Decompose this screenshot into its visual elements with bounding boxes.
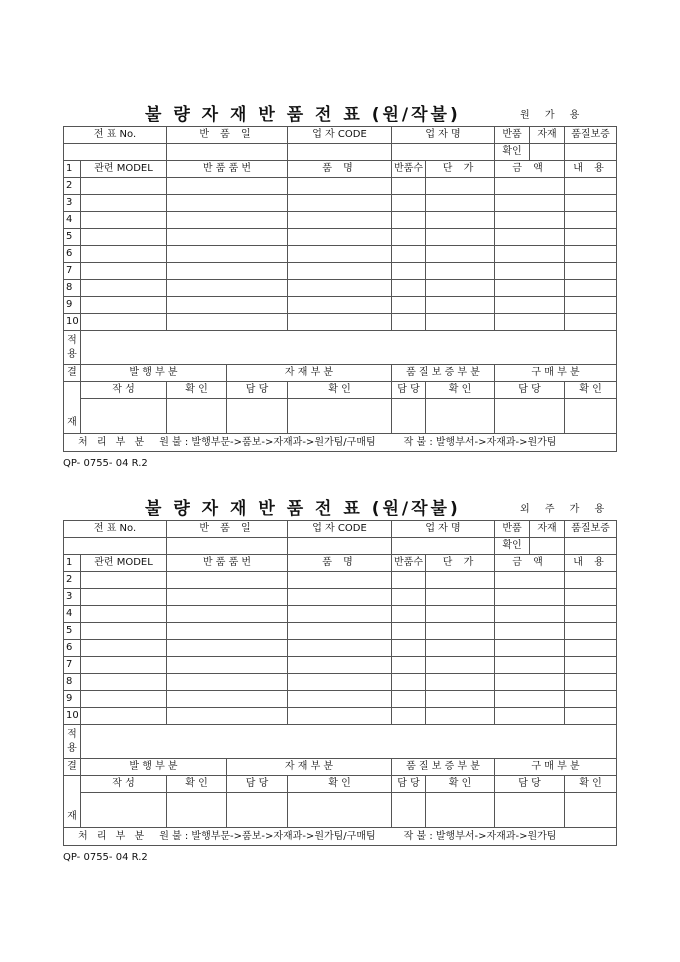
table-row bbox=[64, 623, 617, 640]
unit-price-cell[interactable] bbox=[426, 178, 495, 195]
qty-cell[interactable] bbox=[392, 708, 426, 725]
model-cell[interactable] bbox=[81, 623, 167, 640]
qty-cell[interactable] bbox=[392, 178, 426, 195]
part-name-cell[interactable] bbox=[288, 589, 392, 606]
qa-label: 품질보증 bbox=[565, 521, 617, 538]
table-row bbox=[64, 708, 617, 725]
amount-cell[interactable] bbox=[495, 297, 565, 314]
amount-cell[interactable] bbox=[495, 657, 565, 674]
signature-box[interactable] bbox=[227, 793, 288, 828]
approval-label-top: 결 bbox=[64, 759, 81, 776]
content-header: 내 용 bbox=[565, 161, 617, 178]
model-cell[interactable] bbox=[81, 640, 167, 657]
amount-cell[interactable] bbox=[495, 623, 565, 640]
unit-price-cell[interactable] bbox=[426, 280, 495, 297]
unit-price-cell[interactable] bbox=[426, 246, 495, 263]
table-row bbox=[64, 280, 617, 297]
signature-box[interactable] bbox=[392, 793, 426, 828]
remarks-field[interactable] bbox=[81, 331, 617, 365]
return-confirm-label-2: 확인 bbox=[495, 538, 530, 555]
content-cell[interactable] bbox=[565, 606, 617, 623]
qa-charge-label: 담 당 bbox=[392, 776, 426, 793]
part-no-cell[interactable] bbox=[167, 606, 288, 623]
voucher-table bbox=[63, 520, 617, 846]
part-name-cell[interactable] bbox=[288, 280, 392, 297]
row-number: 10 bbox=[64, 708, 81, 725]
unit-price-header: 단 가 bbox=[426, 555, 495, 572]
row-number: 3 bbox=[64, 195, 81, 212]
issuing-dept-label: 발 행 부 분 bbox=[81, 759, 227, 776]
work-defect-route: 작 불 : 발행부서->자재과->원가팀 bbox=[403, 830, 557, 842]
remarks-field[interactable] bbox=[81, 725, 617, 759]
qa-charge-label: 담 당 bbox=[392, 382, 426, 399]
amount-cell[interactable] bbox=[495, 606, 565, 623]
raw-defect-route: 원 불 : 발행부문->품보->자재과->원가팀/구매팀 bbox=[159, 436, 376, 448]
vendor-code-field[interactable] bbox=[288, 538, 392, 555]
table-row bbox=[64, 572, 617, 589]
unit-price-cell[interactable] bbox=[426, 623, 495, 640]
qty-cell[interactable] bbox=[392, 314, 426, 331]
table-row bbox=[64, 195, 617, 212]
row-number: 1 bbox=[64, 161, 81, 178]
vendor-code-label: 업 자 CODE bbox=[288, 521, 392, 538]
row-number: 5 bbox=[64, 623, 81, 640]
processing-label: 처 리 부 분 bbox=[78, 830, 148, 842]
table-row bbox=[64, 212, 617, 229]
part-name-cell[interactable] bbox=[288, 263, 392, 280]
material-sign-field[interactable] bbox=[530, 144, 565, 161]
part-no-cell[interactable] bbox=[167, 280, 288, 297]
part-no-cell[interactable] bbox=[167, 263, 288, 280]
qty-cell[interactable] bbox=[392, 280, 426, 297]
content-cell[interactable] bbox=[565, 195, 617, 212]
part-name-cell[interactable] bbox=[288, 606, 392, 623]
unit-price-cell[interactable] bbox=[426, 606, 495, 623]
part-name-cell[interactable] bbox=[288, 640, 392, 657]
part-name-cell[interactable] bbox=[288, 708, 392, 725]
part-no-cell[interactable] bbox=[167, 195, 288, 212]
purchase-dept-label: 구 매 부 분 bbox=[495, 759, 617, 776]
model-cell[interactable] bbox=[81, 178, 167, 195]
model-cell[interactable] bbox=[81, 708, 167, 725]
row-number: 9 bbox=[64, 691, 81, 708]
part-no-cell[interactable] bbox=[167, 691, 288, 708]
unit-price-cell[interactable] bbox=[426, 572, 495, 589]
part-no-header: 반 품 품 번 bbox=[167, 161, 288, 178]
model-header: 관련 MODEL bbox=[81, 161, 167, 178]
unit-price-cell[interactable] bbox=[426, 263, 495, 280]
part-no-cell[interactable] bbox=[167, 314, 288, 331]
table-row bbox=[64, 314, 617, 331]
part-name-header: 품 명 bbox=[288, 161, 392, 178]
part-name-cell[interactable] bbox=[288, 229, 392, 246]
content-cell[interactable] bbox=[565, 708, 617, 725]
row-number: 10 bbox=[64, 314, 81, 331]
signature-box[interactable] bbox=[167, 793, 227, 828]
row-number: 6 bbox=[64, 640, 81, 657]
part-no-cell[interactable] bbox=[167, 589, 288, 606]
processing-label: 처 리 부 분 bbox=[78, 436, 148, 448]
signature-box[interactable] bbox=[426, 793, 495, 828]
qa-sign-field[interactable] bbox=[565, 538, 617, 555]
vendor-name-label: 업 자 명 bbox=[392, 127, 495, 144]
signature-box[interactable] bbox=[81, 399, 167, 434]
material-charge-label: 담 당 bbox=[227, 382, 288, 399]
processing-route bbox=[64, 828, 617, 846]
purchase-confirm-label: 확 인 bbox=[565, 382, 617, 399]
voucher-no-label: 전 표 No. bbox=[64, 521, 167, 538]
table-row bbox=[64, 606, 617, 623]
vendor-name-label: 업 자 명 bbox=[392, 521, 495, 538]
model-cell[interactable] bbox=[81, 606, 167, 623]
amount-cell[interactable] bbox=[495, 229, 565, 246]
vendor-name-field[interactable] bbox=[392, 144, 495, 161]
part-name-cell[interactable] bbox=[288, 246, 392, 263]
amount-cell[interactable] bbox=[495, 280, 565, 297]
part-name-cell[interactable] bbox=[288, 657, 392, 674]
remarks-label: 적 용 bbox=[64, 725, 81, 759]
approval-label-bottom: 재 bbox=[64, 776, 81, 828]
work-defect-route: 작 불 : 발행부서->자재과->원가팀 bbox=[403, 436, 557, 448]
usage-label: 외 주 가 용 bbox=[520, 504, 611, 515]
purchase-dept-label: 구 매 부 분 bbox=[495, 365, 617, 382]
voucher-no-field[interactable] bbox=[64, 144, 167, 161]
return-confirm-label: 반품 bbox=[495, 521, 530, 538]
part-name-cell[interactable] bbox=[288, 195, 392, 212]
amount-cell[interactable] bbox=[495, 691, 565, 708]
signature-box[interactable] bbox=[495, 399, 565, 434]
signature-box[interactable] bbox=[167, 399, 227, 434]
signature-box[interactable] bbox=[392, 399, 426, 434]
unit-price-cell[interactable] bbox=[426, 674, 495, 691]
return-date-field[interactable] bbox=[167, 538, 288, 555]
qty-cell[interactable] bbox=[392, 297, 426, 314]
qty-cell[interactable] bbox=[392, 640, 426, 657]
content-cell[interactable] bbox=[565, 297, 617, 314]
content-cell[interactable] bbox=[565, 212, 617, 229]
table-row bbox=[64, 229, 617, 246]
table-row bbox=[64, 674, 617, 691]
model-cell[interactable] bbox=[81, 674, 167, 691]
part-name-cell[interactable] bbox=[288, 297, 392, 314]
row-number: 3 bbox=[64, 589, 81, 606]
material-dept-label: 자 재 부 분 bbox=[227, 759, 392, 776]
part-name-cell[interactable] bbox=[288, 623, 392, 640]
return-confirm-label-2: 확인 bbox=[495, 144, 530, 161]
signature-box[interactable] bbox=[288, 793, 392, 828]
qty-cell[interactable] bbox=[392, 674, 426, 691]
qty-cell[interactable] bbox=[392, 623, 426, 640]
unit-price-cell[interactable] bbox=[426, 212, 495, 229]
table-row bbox=[64, 640, 617, 657]
table-row bbox=[64, 178, 617, 195]
voucher-table bbox=[63, 126, 617, 452]
amount-cell[interactable] bbox=[495, 640, 565, 657]
part-no-cell[interactable] bbox=[167, 212, 288, 229]
remarks-label: 적 용 bbox=[64, 331, 81, 365]
content-cell[interactable] bbox=[565, 280, 617, 297]
amount-cell[interactable] bbox=[495, 674, 565, 691]
model-cell[interactable] bbox=[81, 297, 167, 314]
signature-box[interactable] bbox=[565, 399, 617, 434]
issuing-write-label: 작 성 bbox=[81, 776, 167, 793]
model-cell[interactable] bbox=[81, 195, 167, 212]
content-cell[interactable] bbox=[565, 229, 617, 246]
usage-label: 원 가 용 bbox=[520, 110, 586, 121]
signature-box[interactable] bbox=[495, 793, 565, 828]
qty-header: 반품수 bbox=[392, 555, 426, 572]
material-label: 자재 bbox=[530, 521, 565, 538]
model-cell[interactable] bbox=[81, 280, 167, 297]
content-cell[interactable] bbox=[565, 623, 617, 640]
part-no-cell[interactable] bbox=[167, 178, 288, 195]
amount-cell[interactable] bbox=[495, 178, 565, 195]
part-name-cell[interactable] bbox=[288, 572, 392, 589]
row-number: 5 bbox=[64, 229, 81, 246]
qty-cell[interactable] bbox=[392, 212, 426, 229]
amount-cell[interactable] bbox=[495, 708, 565, 725]
return-date-label: 반 품 일 bbox=[167, 521, 288, 538]
content-cell[interactable] bbox=[565, 246, 617, 263]
table-row bbox=[64, 297, 617, 314]
unit-price-cell[interactable] bbox=[426, 708, 495, 725]
amount-cell[interactable] bbox=[495, 212, 565, 229]
material-dept-label: 자 재 부 분 bbox=[227, 365, 392, 382]
return-confirm-label: 반품 bbox=[495, 127, 530, 144]
content-cell[interactable] bbox=[565, 674, 617, 691]
signature-box[interactable] bbox=[288, 399, 392, 434]
issuing-write-label: 작 성 bbox=[81, 382, 167, 399]
issuing-confirm-label: 확 인 bbox=[167, 382, 227, 399]
model-cell[interactable] bbox=[81, 589, 167, 606]
model-cell[interactable] bbox=[81, 572, 167, 589]
material-label: 자재 bbox=[530, 127, 565, 144]
content-header: 내 용 bbox=[565, 555, 617, 572]
content-cell[interactable] bbox=[565, 640, 617, 657]
unit-price-header: 단 가 bbox=[426, 161, 495, 178]
row-number: 4 bbox=[64, 606, 81, 623]
signature-box[interactable] bbox=[227, 399, 288, 434]
form-code: QP- 0755- 04 R.2 bbox=[63, 458, 148, 469]
signature-box[interactable] bbox=[81, 793, 167, 828]
unit-price-cell[interactable] bbox=[426, 691, 495, 708]
row-number: 6 bbox=[64, 246, 81, 263]
row-number: 2 bbox=[64, 572, 81, 589]
issuing-dept-label: 발 행 부 분 bbox=[81, 365, 227, 382]
table-row bbox=[64, 657, 617, 674]
purchase-charge-label: 담 당 bbox=[495, 776, 565, 793]
qty-cell[interactable] bbox=[392, 572, 426, 589]
qty-cell[interactable] bbox=[392, 606, 426, 623]
return-date-field[interactable] bbox=[167, 144, 288, 161]
qa-confirm-label: 확 인 bbox=[426, 776, 495, 793]
vendor-code-label: 업 자 CODE bbox=[288, 127, 392, 144]
qa-sign-field[interactable] bbox=[565, 144, 617, 161]
part-no-cell[interactable] bbox=[167, 297, 288, 314]
qty-cell[interactable] bbox=[392, 657, 426, 674]
qty-cell[interactable] bbox=[392, 229, 426, 246]
row-number: 1 bbox=[64, 555, 81, 572]
processing-route bbox=[64, 434, 617, 452]
part-no-cell[interactable] bbox=[167, 246, 288, 263]
form-title: 불 량 자 재 반 품 전 표 (원/작불) bbox=[145, 499, 461, 519]
issuing-confirm-label: 확 인 bbox=[167, 776, 227, 793]
signature-box[interactable] bbox=[565, 793, 617, 828]
column-header-row bbox=[64, 161, 617, 178]
part-no-cell[interactable] bbox=[167, 708, 288, 725]
voucher-no-label: 전 표 No. bbox=[64, 127, 167, 144]
unit-price-cell[interactable] bbox=[426, 229, 495, 246]
model-cell[interactable] bbox=[81, 657, 167, 674]
part-name-cell[interactable] bbox=[288, 691, 392, 708]
row-number: 4 bbox=[64, 212, 81, 229]
model-cell[interactable] bbox=[81, 212, 167, 229]
row-number: 7 bbox=[64, 657, 81, 674]
table-row bbox=[64, 263, 617, 280]
unit-price-cell[interactable] bbox=[426, 589, 495, 606]
part-no-cell[interactable] bbox=[167, 572, 288, 589]
part-no-cell[interactable] bbox=[167, 674, 288, 691]
material-sign-field[interactable] bbox=[530, 538, 565, 555]
material-confirm-label: 확 인 bbox=[288, 382, 392, 399]
amount-cell[interactable] bbox=[495, 589, 565, 606]
unit-price-cell[interactable] bbox=[426, 657, 495, 674]
unit-price-cell[interactable] bbox=[426, 640, 495, 657]
return-date-label: 반 품 일 bbox=[167, 127, 288, 144]
vendor-name-field[interactable] bbox=[392, 538, 495, 555]
qa-label: 품질보증 bbox=[565, 127, 617, 144]
qty-header: 반품수 bbox=[392, 161, 426, 178]
qty-cell[interactable] bbox=[392, 263, 426, 280]
amount-cell[interactable] bbox=[495, 195, 565, 212]
amount-cell[interactable] bbox=[495, 263, 565, 280]
part-name-cell[interactable] bbox=[288, 212, 392, 229]
content-cell[interactable] bbox=[565, 178, 617, 195]
model-cell[interactable] bbox=[81, 229, 167, 246]
qa-confirm-label: 확 인 bbox=[426, 382, 495, 399]
model-cell[interactable] bbox=[81, 314, 167, 331]
approval-label-bottom: 재 bbox=[64, 382, 81, 434]
part-name-cell[interactable] bbox=[288, 178, 392, 195]
qty-cell[interactable] bbox=[392, 691, 426, 708]
form-title: 불 량 자 재 반 품 전 표 (원/작불) bbox=[145, 105, 461, 125]
part-no-cell[interactable] bbox=[167, 657, 288, 674]
content-cell[interactable] bbox=[565, 263, 617, 280]
row-number: 8 bbox=[64, 674, 81, 691]
table-row bbox=[64, 246, 617, 263]
model-cell[interactable] bbox=[81, 263, 167, 280]
amount-cell[interactable] bbox=[495, 572, 565, 589]
unit-price-cell[interactable] bbox=[426, 314, 495, 331]
voucher-no-field[interactable] bbox=[64, 538, 167, 555]
unit-price-cell[interactable] bbox=[426, 195, 495, 212]
model-header: 관련 MODEL bbox=[81, 555, 167, 572]
approval-label-top: 결 bbox=[64, 365, 81, 382]
amount-cell[interactable] bbox=[495, 314, 565, 331]
part-no-header: 반 품 품 번 bbox=[167, 555, 288, 572]
content-cell[interactable] bbox=[565, 589, 617, 606]
part-no-cell[interactable] bbox=[167, 640, 288, 657]
purchase-confirm-label: 확 인 bbox=[565, 776, 617, 793]
part-no-cell[interactable] bbox=[167, 623, 288, 640]
material-confirm-label: 확 인 bbox=[288, 776, 392, 793]
qty-cell[interactable] bbox=[392, 589, 426, 606]
material-charge-label: 담 당 bbox=[227, 776, 288, 793]
content-cell[interactable] bbox=[565, 314, 617, 331]
column-header-row bbox=[64, 555, 617, 572]
amount-cell[interactable] bbox=[495, 246, 565, 263]
part-name-cell[interactable] bbox=[288, 314, 392, 331]
qty-cell[interactable] bbox=[392, 195, 426, 212]
content-cell[interactable] bbox=[565, 657, 617, 674]
qa-dept-label: 품 질 보 증 부 분 bbox=[392, 759, 495, 776]
content-cell[interactable] bbox=[565, 691, 617, 708]
part-name-header: 품 명 bbox=[288, 555, 392, 572]
raw-defect-route: 원 불 : 발행부문->품보->자재과->원가팀/구매팀 bbox=[159, 830, 376, 842]
amount-header: 금 액 bbox=[495, 555, 565, 572]
content-cell[interactable] bbox=[565, 572, 617, 589]
row-number: 2 bbox=[64, 178, 81, 195]
row-number: 9 bbox=[64, 297, 81, 314]
vendor-code-field[interactable] bbox=[288, 144, 392, 161]
qa-dept-label: 품 질 보 증 부 분 bbox=[392, 365, 495, 382]
row-number: 8 bbox=[64, 280, 81, 297]
model-cell[interactable] bbox=[81, 691, 167, 708]
signature-box[interactable] bbox=[426, 399, 495, 434]
form-code: QP- 0755- 04 R.2 bbox=[63, 852, 148, 863]
unit-price-cell[interactable] bbox=[426, 297, 495, 314]
table-row bbox=[64, 691, 617, 708]
amount-header: 금 액 bbox=[495, 161, 565, 178]
table-row bbox=[64, 589, 617, 606]
row-number: 7 bbox=[64, 263, 81, 280]
model-cell[interactable] bbox=[81, 246, 167, 263]
purchase-charge-label: 담 당 bbox=[495, 382, 565, 399]
part-name-cell[interactable] bbox=[288, 674, 392, 691]
qty-cell[interactable] bbox=[392, 246, 426, 263]
part-no-cell[interactable] bbox=[167, 229, 288, 246]
